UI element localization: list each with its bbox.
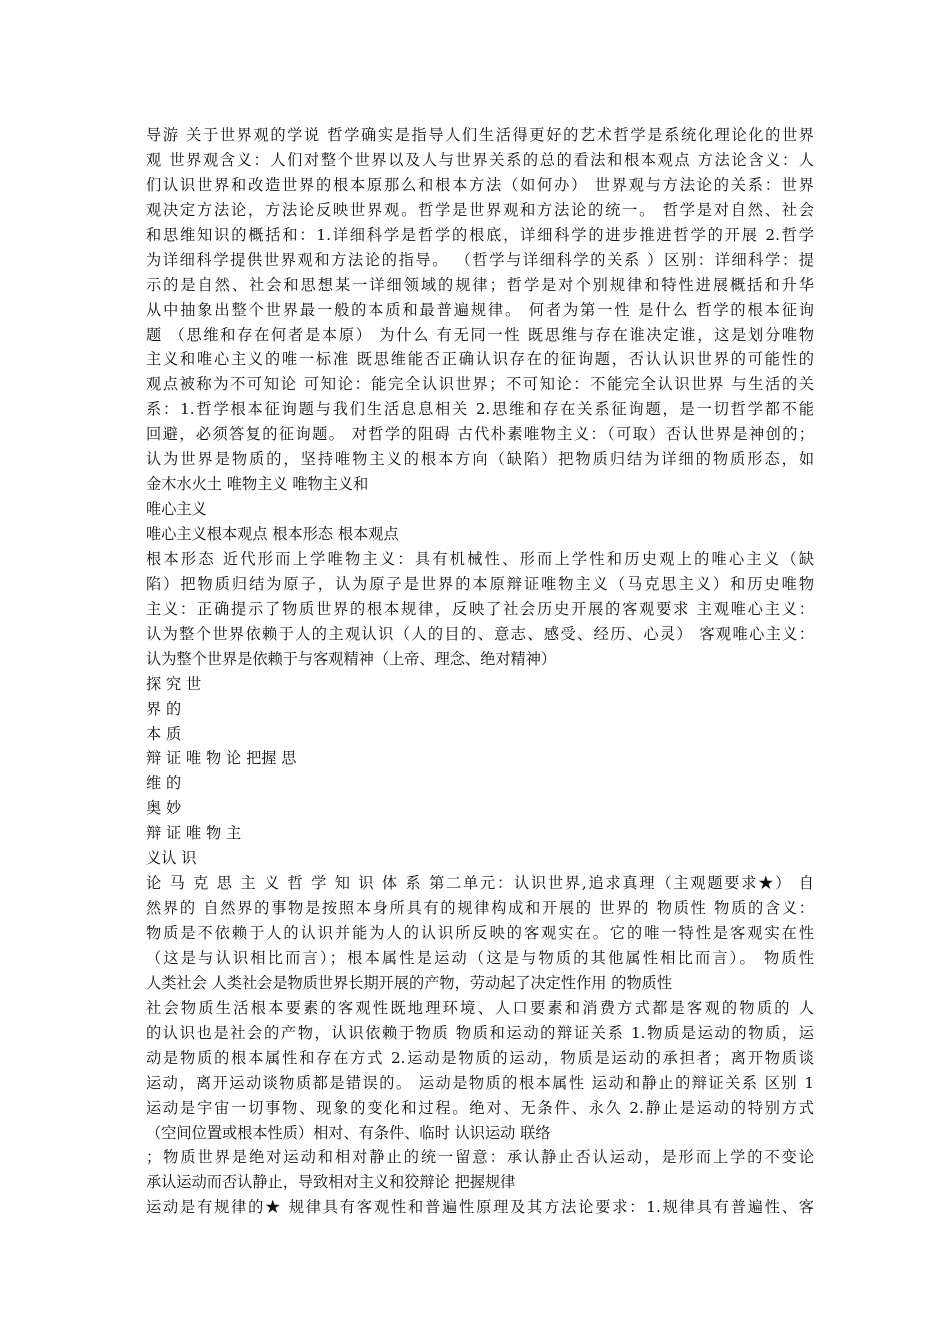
text-line: 题 （思维和存在何者是本原） 为什么 有无同一性 既思维与存在谁决定谁，这是划分唯物 (146, 325, 814, 344)
text-line: 社会物质生活根本要素的客观性既地理环境、人口要素和消费方式都是客观的物质的 人 (146, 998, 814, 1017)
text-line: 观决定方法论，方法论反映世界观。哲学是世界观和方法论的统一。 哲学是对自然、社会 (146, 200, 814, 219)
text-line: （空间位置或根本性质）相对、有条件、临时 认识运动 联络 (146, 1123, 551, 1142)
text-line: 论 马 克 思 主 义 哲 学 知 识 体 系 第二单元：认识世界,追求真理（主观题要求★） 自 (146, 874, 814, 893)
text-line: 物质是不依赖于人的认识并能为人的认识所反映的客观实在。它的唯一特性是客观实在性 (146, 924, 814, 942)
text-line: 导游 关于世界观的学说 哲学确实是指导人们生活得更好的艺术哲学是系统化理论化的世界 (146, 126, 814, 144)
text-line: 本 质 (146, 724, 182, 743)
text-line: 陷）把物质归结为原子，认为原子是世界的本原辩证唯物主义（马克思主义）和历史唯物 (146, 574, 814, 593)
text-line: 根本形态 近代形而上学唯物主义：具有机械性、形而上学性和历史观上的唯心主义（缺 (146, 549, 814, 568)
text-line: 辩 证 唯 物 主 (146, 824, 242, 843)
text-line: 奥 妙 (146, 799, 182, 818)
text-line: 示的是自然、社会和思想某一详细领域的规律；哲学是对个别规律和特性进展概括和升华 (146, 275, 814, 294)
text-line: 唯心主义根本观点 根本形态 根本观点 (146, 525, 399, 543)
text-line: 认为世界是物质的，坚持唯物主义的根本方向（缺陷）把物质归结为详细的物质形态，如 (146, 450, 814, 469)
text-line: 承认运动而否认静止，导致相对主义和狡辩论 把握规律 (146, 1173, 516, 1192)
text-line: 从中抽象出整个世界最一般的本质和最普遍规律。 何者为第一性 是什么 哲学的根本征询 (146, 300, 814, 319)
text-line: 系：1.哲学根本征询题与我们生活息息相关 2.思维和存在关系征询题，是一切哲学都不能 (146, 400, 814, 419)
text-line: 运动是宇宙一切事物、现象的变化和过程。绝对、无条件、永久 2.静止是运动的特别方式 (146, 1098, 814, 1117)
text-line: 回避，必须答复的征询题。 对哲学的阻碍 古代朴素唯物主义：（可取）否认世界是神创的； (146, 425, 814, 444)
text-line: 和思维知识的概括和：1.详细科学是哲学的根底，详细科学的进步推进哲学的开展 2.哲学 (146, 225, 814, 244)
text-line: 认为整个世界依赖于人的主观认识（人的目的、意志、感受、经历、心灵） 客观唯心主义： (146, 624, 814, 643)
text-line: 的认识也是社会的产物，认识依赖于物质 物质和运动的辩证关系 1.物质是运动的物质，运 (146, 1023, 814, 1042)
text-line: 唯心主义 (146, 500, 207, 519)
text-line: 观 世界观含义：人们对整个世界以及人与世界关系的总的看法和根本观点 方法论含义：人 (146, 150, 814, 169)
text-line: 金木水火土 唯物主义 唯物主义和 (146, 475, 369, 494)
text-line: 人类社会 人类社会是物质世界长期开展的产物，劳动起了决定性作用 的物质性 (146, 973, 673, 992)
text-line: 观点被称为不可知论 可知论：能完全认识世界；不可知论：不能完全认识世界 与生活的关 (146, 375, 814, 394)
text-line: 主义和唯心主义的唯一标准 既思维能否正确认识存在的征询题，否认认识世界的可能性的 (146, 350, 814, 369)
text-line: 动是物质的根本属性和存在方式 2.运动是物质的运动，物质是运动的承担者；离开物质谈 (146, 1048, 814, 1067)
text-line: 界 的 (146, 699, 182, 718)
text-line: 为详细科学提供世界观和方法论的指导。 （哲学与详细科学的关系 ）区别：详细科学：提 (146, 250, 814, 269)
text-line: 然界的 自然界的事物是按照本身所具有的规律构成和开展的 世界的 物质性 物质的含义： (146, 899, 814, 918)
text-line: 主义：正确提示了物质世界的根本规律，反映了社会历史开展的客观要求 主观唯心主义： (146, 599, 814, 618)
document-body (146, 123, 814, 1220)
text-line: 义认 识 (146, 849, 197, 868)
text-line: 运动，离开运动谈物质都是错误的。 运动是物质的根本属性 运动和静止的辩证关系 区别 1 (146, 1073, 814, 1092)
text-line: 探 究 世 (146, 674, 202, 693)
text-line: 辩 证 唯 物 论 把握 思 (146, 749, 297, 768)
text-line: 们认识世界和改造世界的根本原那么和根本方法（如何办） 世界观与方法论的关系：世界 (146, 175, 814, 194)
text-line: 维 的 (146, 774, 182, 793)
text-line: 认为整个世界是依赖于与客观精神（上帝、理念、绝对精神） (146, 649, 557, 668)
text-line: （这是与认识相比而言）；根本属性是运动（这是与物质的其他属性相比而言）。 物质性 (146, 948, 814, 967)
text-line: ；物质世界是绝对运动和相对静止的统一留意：承认静止否认运动，是形而上学的不变论 (146, 1148, 814, 1167)
text-line: 运动是有规律的★ 规律具有客观性和普遍性原理及其方法论要求：1.规律具有普遍性、客 (146, 1198, 814, 1217)
